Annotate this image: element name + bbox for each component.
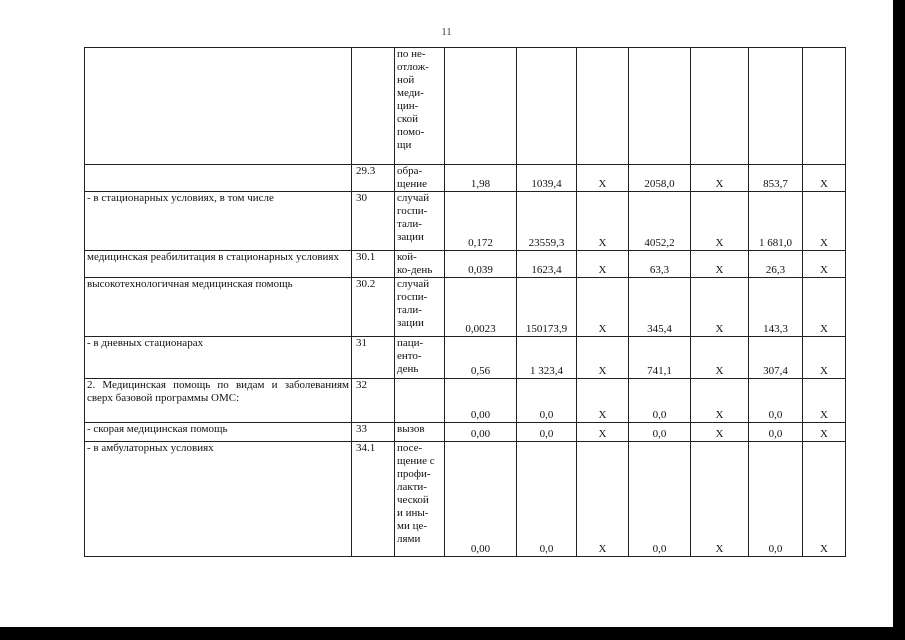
amount-cell — [629, 48, 691, 165]
amount-cell: 345,4 — [629, 278, 691, 337]
row-code-cell: 30 — [352, 192, 395, 251]
unit-cell: обра- щение — [395, 165, 445, 192]
table-body — [85, 48, 846, 557]
table-row — [85, 337, 846, 379]
cost-cell — [517, 48, 577, 165]
x-cell-3 — [803, 48, 846, 165]
norm-cell: 0,00 — [445, 379, 517, 423]
x-cell-3: X — [803, 251, 846, 278]
share-cell: 26,3 — [749, 251, 803, 278]
row-code-cell: 30.1 — [352, 251, 395, 278]
unit-cell: случай госпи- тали- зации — [395, 192, 445, 251]
norm-cell: 0,039 — [445, 251, 517, 278]
share-cell — [749, 48, 803, 165]
x-cell-1: X — [577, 379, 629, 423]
norm-cell: 0,56 — [445, 337, 517, 379]
x-cell-3: X — [803, 423, 846, 442]
table-row — [85, 165, 846, 192]
x-cell-3: X — [803, 278, 846, 337]
cost-cell: 1039,4 — [517, 165, 577, 192]
table-row — [85, 251, 846, 278]
row-label-cell: - в стационарных условиях, в том числе — [85, 192, 352, 251]
unit-cell: случай госпи- тали- зации — [395, 278, 445, 337]
row-code-cell: 34.1 — [352, 442, 395, 557]
row-code-cell: 33 — [352, 423, 395, 442]
x-cell-1: X — [577, 423, 629, 442]
share-cell: 1 681,0 — [749, 192, 803, 251]
row-code-cell: 29.3 — [352, 165, 395, 192]
cost-cell: 1623,4 — [517, 251, 577, 278]
cost-cell: 0,0 — [517, 423, 577, 442]
share-cell: 0,0 — [749, 442, 803, 557]
x-cell-2: X — [691, 251, 749, 278]
unit-cell — [395, 379, 445, 423]
norm-cell: 0,172 — [445, 192, 517, 251]
amount-cell: 4052,2 — [629, 192, 691, 251]
norm-cell — [445, 48, 517, 165]
row-label-cell — [85, 48, 352, 165]
share-cell: 143,3 — [749, 278, 803, 337]
x-cell-3: X — [803, 442, 846, 557]
table-row — [85, 192, 846, 251]
x-cell-3: X — [803, 379, 846, 423]
table-row — [85, 423, 846, 442]
x-cell-2: X — [691, 278, 749, 337]
cost-cell: 0,0 — [517, 379, 577, 423]
amount-cell: 0,0 — [629, 379, 691, 423]
x-cell-2: X — [691, 379, 749, 423]
row-label-cell — [85, 165, 352, 192]
x-cell-2: X — [691, 192, 749, 251]
x-cell-1: X — [577, 278, 629, 337]
data-table — [84, 47, 846, 557]
row-label-cell: медицинская реабилитация в стационарных условиях — [85, 251, 352, 278]
x-cell-1: X — [577, 165, 629, 192]
table-container — [84, 47, 846, 557]
x-cell-2: X — [691, 423, 749, 442]
norm-cell: 1,98 — [445, 165, 517, 192]
row-label-cell: - в амбулаторных условиях — [85, 442, 352, 557]
share-cell: 853,7 — [749, 165, 803, 192]
share-cell: 0,0 — [749, 379, 803, 423]
page-number: 11 — [441, 26, 452, 38]
amount-cell: 63,3 — [629, 251, 691, 278]
x-cell-2: X — [691, 165, 749, 192]
row-label-cell: 2. Медицинская помощь по видам и заболеваниям сверх базовой программы ОМС: — [85, 379, 352, 423]
x-cell-2 — [691, 48, 749, 165]
unit-cell: вызов — [395, 423, 445, 442]
amount-cell: 0,0 — [629, 423, 691, 442]
table-row — [85, 379, 846, 423]
unit-cell: кой- ко-день — [395, 251, 445, 278]
unit-cell: посе- щение с профи- лакти- ческой и ины- ми це- лями — [395, 442, 445, 557]
norm-cell: 0,00 — [445, 442, 517, 557]
x-cell-2: X — [691, 337, 749, 379]
x-cell-1 — [577, 48, 629, 165]
x-cell-1: X — [577, 337, 629, 379]
amount-cell: 0,0 — [629, 442, 691, 557]
norm-cell: 0,00 — [445, 423, 517, 442]
table-row — [85, 278, 846, 337]
share-cell: 307,4 — [749, 337, 803, 379]
scan-edge-right — [893, 0, 905, 640]
unit-cell: по не- отлож- ной меди- цин- ской помо- щи — [395, 48, 445, 165]
share-cell: 0,0 — [749, 423, 803, 442]
cost-cell: 0,0 — [517, 442, 577, 557]
cost-cell: 23559,3 — [517, 192, 577, 251]
cost-cell: 150173,9 — [517, 278, 577, 337]
x-cell-1: X — [577, 251, 629, 278]
row-label-cell: - в дневных стационарах — [85, 337, 352, 379]
unit-cell: паци- енто- день — [395, 337, 445, 379]
amount-cell: 2058,0 — [629, 165, 691, 192]
x-cell-3: X — [803, 192, 846, 251]
scan-edge-bottom — [0, 627, 905, 640]
table-row — [85, 442, 846, 557]
x-cell-1: X — [577, 192, 629, 251]
x-cell-3: X — [803, 337, 846, 379]
table-row — [85, 48, 846, 165]
norm-cell: 0,0023 — [445, 278, 517, 337]
cost-cell: 1 323,4 — [517, 337, 577, 379]
x-cell-2: X — [691, 442, 749, 557]
amount-cell: 741,1 — [629, 337, 691, 379]
row-code-cell: 31 — [352, 337, 395, 379]
row-code-cell — [352, 48, 395, 165]
row-label-cell: высокотехнологичная медицинская помощь — [85, 278, 352, 337]
row-label-cell: - скорая медицинская помощь — [85, 423, 352, 442]
row-code-cell: 32 — [352, 379, 395, 423]
x-cell-1: X — [577, 442, 629, 557]
x-cell-3: X — [803, 165, 846, 192]
row-code-cell: 30.2 — [352, 278, 395, 337]
